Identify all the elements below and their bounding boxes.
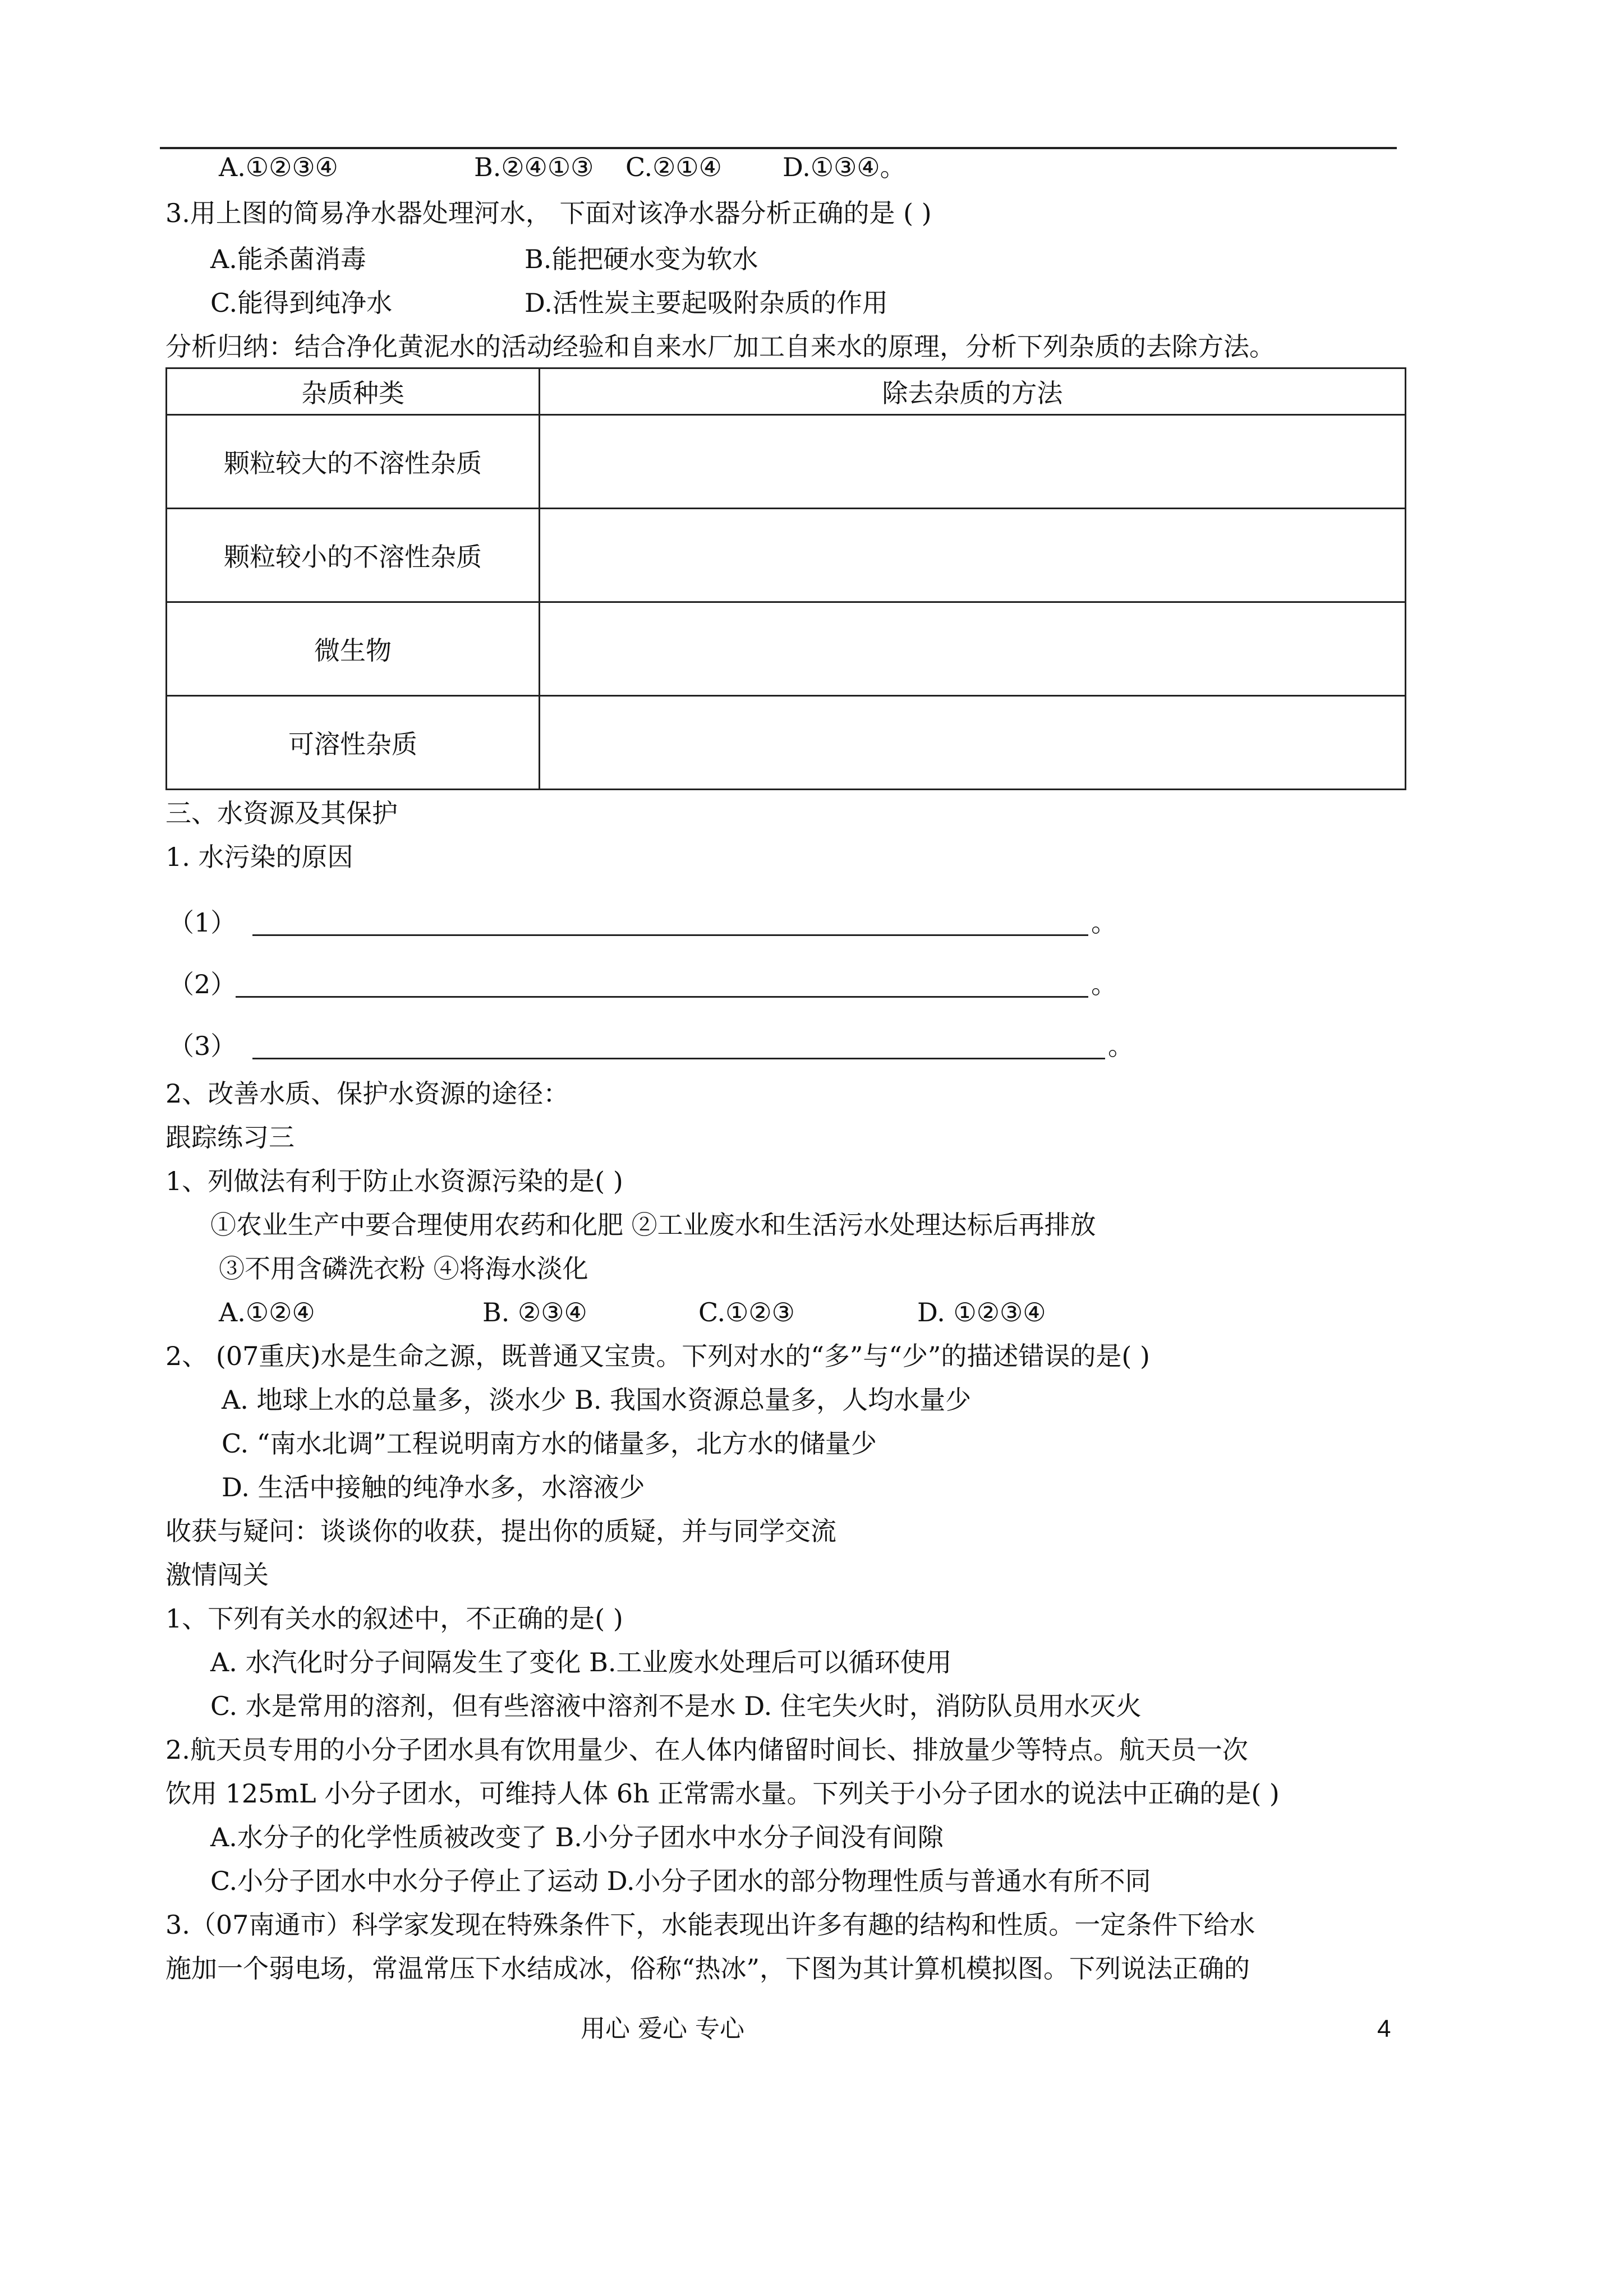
table-row	[167, 602, 1406, 696]
blank-2-end: 。	[1091, 969, 1117, 999]
practice3-q1-option-a: A.①②④	[219, 1297, 315, 1327]
challenge-q2-line1: 2.航天员专用的小分子团水具有饮用量少、在人体内储留时间长、排放量少等特点。航天员一次	[165, 1735, 1248, 1765]
blank-3-end: 。	[1108, 1031, 1134, 1061]
challenge-q2-option-cd: C.小分子团水中水分子停止了运动 D.小分子团水的部分物理性质与普通水有所不同	[210, 1866, 1151, 1896]
harvest-text: 收获与疑问：谈谈你的收获，提出你的质疑，并与同学交流	[165, 1516, 836, 1546]
analysis-text: 分析归纳：结合净化黄泥水的活动经验和自来水厂加工自来水的原理，分析下列杂质的去除方法。	[165, 331, 1275, 362]
blank-1-end: 。	[1091, 907, 1117, 938]
practice3-q1-option-c: C.①②③	[698, 1297, 795, 1327]
challenge-q1-stem: 1、下列有关水的叙述中，不正确的是( )	[165, 1603, 623, 1634]
blank-3-label: （3）	[168, 1031, 237, 1061]
practice3-q1-items-1: ①农业生产中要合理使用农药和化肥 ②工业废水和生活污水处理达标后再排放	[210, 1210, 1096, 1240]
challenge-q3-line1: 3.（07南通市）科学家发现在特殊条件下，水能表现出许多有趣的结构和性质。一定条件下给水	[165, 1910, 1255, 1940]
impurity-type-cell: 可溶性杂质	[167, 696, 540, 790]
challenge-q2-line2: 饮用 125mL 小分子团水，可维持人体 6h 正常需水量。下列关于小分子团水的说法中正确的是( )	[165, 1778, 1280, 1809]
removal-method-cell[interactable]	[540, 696, 1406, 790]
challenge-title: 激情闯关	[165, 1560, 269, 1590]
practice3-title: 跟踪练习三	[165, 1122, 295, 1152]
impurity-table	[165, 367, 1406, 790]
practice3-q1-option-d: D. ①②③④	[917, 1297, 1046, 1327]
practice3-q2-option-c: C. “南水北调”工程说明南方水的储量多，北方水的储量少	[222, 1428, 877, 1459]
answer-blank-1[interactable]	[252, 934, 1088, 936]
header-impurity-type: 杂质种类	[167, 368, 540, 415]
practice3-q2-option-ab: A. 地球上水的总量多，淡水少 B. 我国水资源总量多，人均水量少	[222, 1385, 972, 1415]
impurity-type-cell: 微生物	[167, 602, 540, 696]
impurity-type-cell: 颗粒较小的不溶性杂质	[167, 509, 540, 602]
practice3-q2-stem: 2、 (07重庆)水是生命之源，既普通又宝贵。下列对水的“多”与“少”的描述错误的是( )	[165, 1341, 1150, 1371]
removal-method-cell[interactable]	[540, 415, 1406, 509]
removal-method-cell[interactable]	[540, 509, 1406, 602]
practice3-q1-stem: 1、列做法有利于防止水资源污染的是( )	[165, 1166, 623, 1196]
header-rule	[160, 147, 1397, 149]
option-c: C.②①④	[625, 152, 722, 182]
option-b: B.②④①③	[474, 152, 594, 182]
removal-method-cell[interactable]	[540, 602, 1406, 696]
practice3-q1-items-2: ③不用含磷洗衣粉 ④将海水淡化	[219, 1253, 588, 1284]
impurity-type-cell: 颗粒较大的不溶性杂质	[167, 415, 540, 509]
blank-2-label: （2）	[168, 969, 237, 999]
page-number: 4	[1377, 2015, 1391, 2043]
q3-option-d: D.活性炭主要起吸附杂质的作用	[525, 288, 888, 318]
practice3-q2-option-d: D. 生活中接触的纯净水多，水溶液少	[222, 1472, 645, 1502]
answer-blank-2[interactable]	[236, 996, 1088, 998]
q3-option-a: A.能杀菌消毒	[210, 244, 366, 274]
answer-blank-3[interactable]	[252, 1058, 1105, 1059]
challenge-q2-option-ab: A.水分子的化学性质被改变了 B.小分子团水中水分子间没有间隙	[210, 1822, 944, 1852]
table-header-row	[167, 368, 1406, 415]
challenge-q1-option-ab: A. 水汽化时分子间隔发生了变化 B.工业废水处理后可以循环使用	[210, 1647, 952, 1677]
challenge-q3-line2: 施加一个弱电场，常温常压下水结成冰，俗称“热冰”，下图为其计算机模拟图。下列说法正确的	[165, 1953, 1250, 1984]
table-row	[167, 415, 1406, 509]
challenge-q1-option-cd: C. 水是常用的溶剂，但有些溶液中溶剂不是水 D. 住宅失火时，消防队员用水灭火	[210, 1691, 1142, 1721]
header-removal-method: 除去杂质的方法	[540, 368, 1406, 415]
q3-stem: 3.用上图的简易净水器处理河水， 下面对该净水器分析正确的是 ( )	[165, 198, 932, 228]
table-row	[167, 696, 1406, 790]
blank-1-label: （1）	[168, 907, 237, 938]
pollution-causes-title: 1. 水污染的原因	[165, 842, 353, 872]
protect-title: 2、改善水质、保护水资源的途径：	[165, 1078, 569, 1109]
footer-motto: 用心 爱心 专心	[581, 2014, 744, 2043]
option-d: D.①③④。	[783, 152, 906, 182]
q3-option-c: C.能得到纯净水	[210, 288, 393, 318]
section3-title: 三、水资源及其保护	[165, 798, 398, 828]
practice3-q1-option-b: B. ②③④	[482, 1297, 587, 1327]
table-row	[167, 509, 1406, 602]
option-a: A.①②③④	[219, 152, 338, 182]
q3-option-b: B.能把硬水变为软水	[525, 244, 758, 274]
